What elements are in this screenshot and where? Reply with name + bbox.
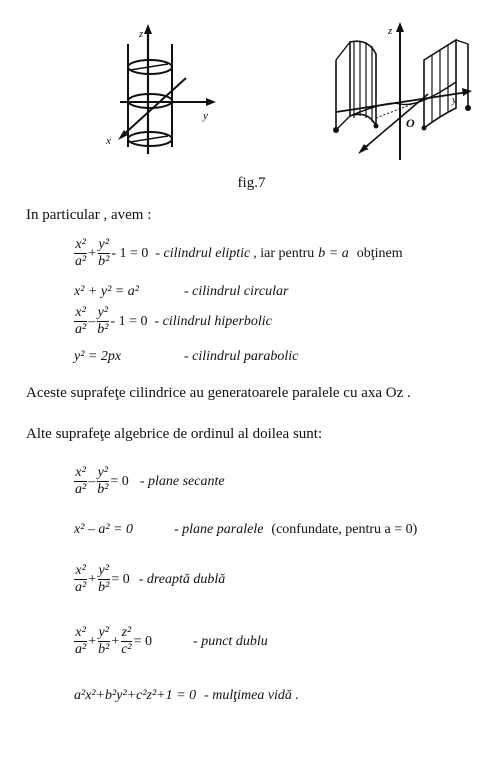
fraction-x2-a2 [74, 306, 87, 337]
equation-lhs: x² + y² = a² [74, 284, 139, 299]
equation-circular-cylinder [74, 284, 288, 300]
equation-double-line [74, 564, 225, 595]
equation-elliptic-cylinder [74, 238, 403, 269]
figure-right-label-z: z [388, 25, 393, 37]
equation-rhs: = 0 [111, 571, 130, 587]
equation-description: - dreaptă dublă [138, 571, 226, 587]
numerator: x² [75, 465, 86, 480]
equation-description: - cilindrul eliptic [155, 245, 251, 261]
numerator: z² [121, 625, 132, 640]
fraction-z2-c2 [120, 626, 132, 657]
fraction-y2-b2 [96, 466, 109, 497]
denominator: a² [75, 254, 87, 269]
fraction-y2-b2 [97, 626, 110, 657]
equation-parallel-planes [74, 522, 417, 538]
figure-caption: fig.7 [237, 175, 266, 191]
numerator: y² [98, 237, 109, 252]
paragraph-other-surfaces: Alte suprafeţe algebrice de ordinul al doilea sunt: [26, 426, 323, 442]
numerator: x² [75, 625, 86, 640]
intro-text: In particular , avem : [26, 207, 152, 223]
equation-note: (confundate, pentru a = 0) [271, 522, 418, 537]
fraction-y2-b2 [97, 238, 110, 269]
fraction-x2-a2 [74, 564, 87, 595]
equation-tail: , iar pentru [253, 245, 315, 261]
operator-plus: + [111, 633, 120, 649]
operator-plus: + [88, 571, 97, 587]
figure-left-label-z: z [139, 28, 144, 40]
denominator: b² [97, 322, 109, 337]
operator-minus: – [88, 313, 96, 329]
equation-rhs: = 0 [133, 633, 153, 649]
equation-description: - cilindrul circular [184, 284, 289, 299]
numerator: y² [98, 563, 109, 578]
fraction-x2-a2 [74, 466, 87, 497]
equation-description: - punct dublu [193, 633, 268, 649]
numerator: x² [75, 563, 86, 578]
denominator: c² [121, 642, 132, 657]
denominator: b² [98, 642, 110, 657]
fraction-x2-a2 [74, 238, 87, 269]
numerator: x² [75, 237, 86, 252]
equation-lhs: y² = 2px [74, 349, 122, 364]
paragraph-cylinder-generators: Aceste suprafeţe cilindrice au generatoarele paralele cu axa Oz . [26, 385, 411, 401]
figure-right-label-origin: O [406, 116, 415, 130]
figure-left-label-x: x [106, 135, 111, 147]
fraction-y2-b2 [97, 564, 110, 595]
denominator: a² [75, 580, 87, 595]
equation-rhs: - 1 = 0 [110, 313, 148, 329]
equation-condition: b = a [318, 245, 349, 261]
equation-intersecting-planes [74, 466, 225, 497]
numerator: y² [98, 625, 109, 640]
equation-rhs: = 0 [110, 473, 129, 489]
figure-left-cylinder [100, 22, 230, 162]
equation-description: - mulţimea vidă . [204, 688, 299, 703]
equation-hyperbolic-cylinder [74, 306, 272, 337]
equation-double-point [74, 626, 268, 657]
equation-parabolic-cylinder [74, 349, 298, 365]
denominator: b² [98, 580, 110, 595]
fraction-y2-b2 [96, 306, 109, 337]
equation-tail-2: obţinem [356, 245, 403, 261]
denominator: a² [75, 642, 87, 657]
numerator: y² [97, 305, 109, 320]
operator-plus: + [88, 633, 97, 649]
equation-rhs: - 1 = 0 [111, 245, 149, 261]
equation-lhs: x² – a² = 0 [74, 522, 134, 537]
figure-right-label-y: y [452, 94, 457, 106]
equation-description: - cilindrul hiperbolic [154, 313, 272, 329]
numerator: y² [97, 465, 109, 480]
denominator: b² [98, 254, 110, 269]
denominator: a² [75, 482, 87, 497]
equation-description: - plane paralele [174, 522, 264, 537]
denominator: b² [97, 482, 109, 497]
equation-empty-set [74, 688, 299, 704]
operator-minus: – [88, 473, 96, 489]
numerator: x² [75, 305, 86, 320]
fraction-x2-a2 [74, 626, 87, 657]
operator-plus: + [88, 245, 97, 261]
denominator: a² [75, 322, 87, 337]
equation-lhs: a²x²+b²y²+c²z²+1 = 0 [74, 688, 197, 703]
equation-description: - cilindrul parabolic [184, 349, 299, 364]
figure-left-label-y: y [203, 110, 208, 122]
figure-right-label-x: x [364, 141, 369, 153]
equation-description: - plane secante [139, 473, 225, 489]
